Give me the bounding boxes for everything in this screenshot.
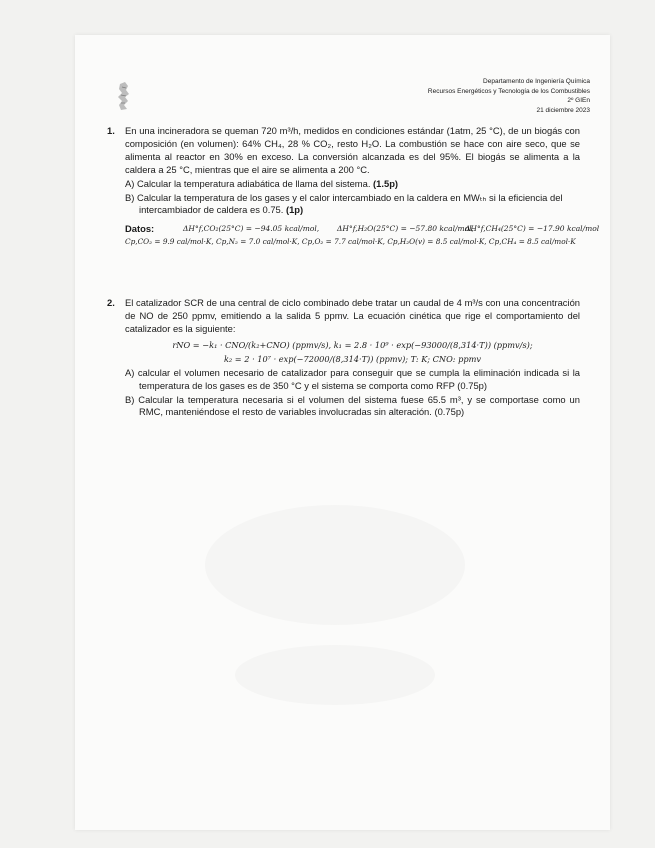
document-header bbox=[260, 77, 590, 115]
problem-number: 2. bbox=[107, 297, 115, 308]
course-name: Recursos Energéticos y Tecnología de los Combustibles bbox=[427, 87, 590, 95]
enthalpy-h2o: ΔH°f,H₂O(25°C) = −57.80 kcal/mol, bbox=[337, 224, 474, 234]
bleed-through-mark bbox=[205, 505, 465, 625]
question-a bbox=[125, 178, 580, 191]
question-text: B) Calcular la temperatura de los gases y el calor intercambiado en la caldera en MWₜₕ si la eficiencia del intercambiador de caldera es 0.75. bbox=[125, 191, 563, 216]
problem-statement: El catalizador SCR de una central de ciclo combinado debe tratar un caudal de 4 m³/s con una concentración de NO de 250 ppmv, emitiendo a la salida 5 ppmv. La ecuación cinética que rige el comportamiento del catalizador es la siguiente: bbox=[125, 297, 580, 334]
enthalpy-ch4: ΔH°f,CH₄(25°C) = −17.90 kcal/mol bbox=[465, 224, 600, 234]
university-logo-icon bbox=[116, 81, 132, 111]
enthalpy-co2: ΔH°f,CO₂(25°C) = −94.05 kcal/mol, bbox=[183, 224, 320, 234]
question-points: (1.5p) bbox=[373, 177, 399, 189]
bleed-through-mark bbox=[235, 645, 435, 705]
data-label: Datos: bbox=[125, 223, 155, 235]
question-b bbox=[125, 192, 580, 218]
question-a: A) calcular el volumen necesario de catalizador para conseguir que se cumpla la eliminación indicada si la temperatura de los gases es de 350 °C y el sistema se comporta como RFP (0.75p) bbox=[125, 366, 580, 391]
data-row-enthalpies bbox=[125, 223, 600, 236]
k2-equation: k₂ = 2 · 10⁷ · exp(−72000/(8,314·T)) (ppmv); T: K; CNO: ppmv bbox=[223, 353, 482, 364]
exam-date: 21 diciembre 2023 bbox=[536, 106, 590, 114]
problem-statement: En una incineradora se queman 720 m³/h, medidos en condiciones estándar (1atm, 25 °C), de un biogás con composición (en volumen): 64% CH₄, 28 % CO₂, resto H₂O. La combustión se hace con aire seco, que se alimenta al reactor en 30% en exceso. La conversión alcanzada es del 95%. El biogás se alimenta a la caldera a 25 °C, mientras que el aire se alimenta a 200 °C. bbox=[125, 125, 580, 175]
group-name: 2º GIEn bbox=[567, 97, 590, 104]
problem-number: 1. bbox=[107, 125, 115, 136]
problem-1 bbox=[107, 125, 600, 249]
rate-equation: rNO = −k₁ · CNO/(k₂+CNO) (ppmv/s), k₁ = 2.8 · 10⁹ · exp(−93000/(8,314·T)) (ppmv/s); bbox=[172, 339, 533, 350]
exam-sheet bbox=[75, 35, 610, 830]
problem-2 bbox=[107, 297, 580, 419]
question-text: A) Calcular la temperatura adiabática de llama del sistema. bbox=[125, 177, 374, 189]
data-row-heat-capacities: Cp,CO₂ = 9.9 cal/mol·K, Cp,N₂ = 7.0 cal/mol·K, Cp,O₂ = 7.7 cal/mol·K, Cp,H₂O(v) = 8.5 cal/mol·K, Cp,CH₄ = 8.5 cal/mol·K bbox=[125, 237, 576, 247]
question-b: B) Calcular la temperatura necesaria si el volumen del sistema fuese 65.5 m³, y se comportase como un RMC, manteniéndose el resto de variables involucradas sin alteración. (0.75p) bbox=[125, 393, 580, 418]
department-name: Departamento de Ingeniería Química bbox=[483, 78, 590, 85]
question-points: (1p) bbox=[285, 204, 304, 216]
